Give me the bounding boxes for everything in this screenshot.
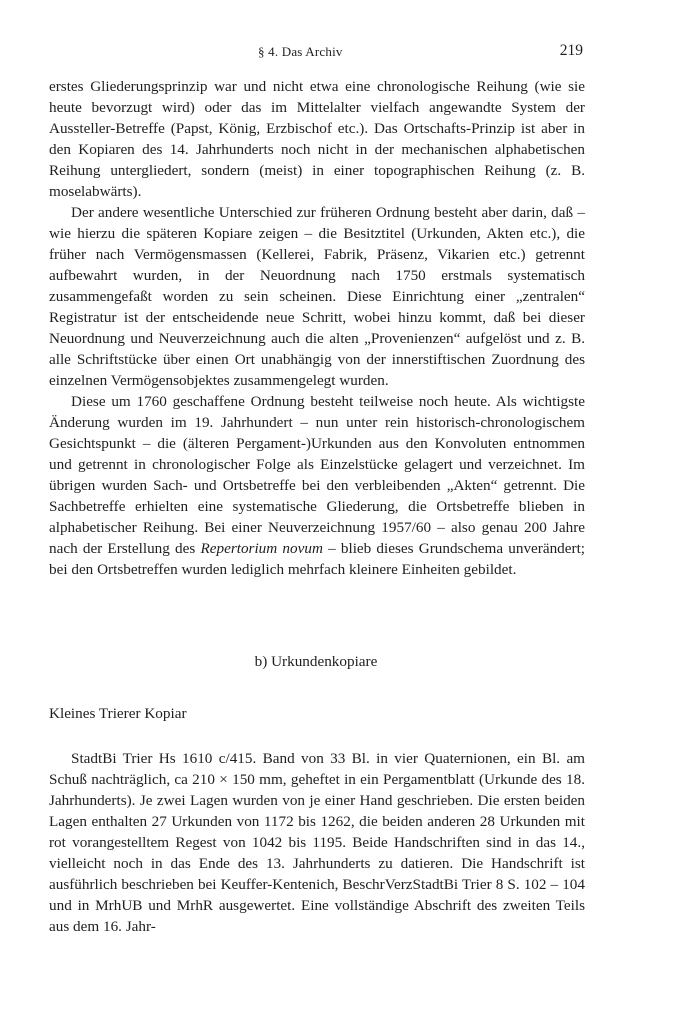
paragraph-3-text: Diese um 1760 geschaffene Ordnung besteht teilweise noch heute. Als wichtigste Änderung wurden im 19. Jahrhundert – nun unter rein historisch-chronologischem Gesichtspunkt – die (älteren Pergament-)Urkunden aus den Konvoluten entnommen und getrennt in chronologischer Folge als Einzelstücke gelagert und verzeichnet. Im übrigen wurden Sach- und Ortsbetreffe bei den verbleibenden „Akten“ getrennt. Die Sachbetreffe erhielten eine systematische Gliederung, die Ortsbetreffe blieben in alphabetischer Reihung. Bei einer Neuverzeichnung 1957/60 – also genau 200 Jahre nach der Erstellung des (49, 393, 585, 557)
paragraph-3-tail: – blieb dieses Grundschema unverändert; bei den Ortsbetreffen wurden lediglich mehrfach kleinere Einheiten gebildet. (49, 540, 586, 578)
document-description (49, 748, 585, 937)
paragraph-1: erstes Gliederungsprinzip war und nicht etwa eine chronologische Reihung (wie sie heute bevorzugt wird) oder das im Mittelalter vielfach angewandte System der Aussteller-Betreffe (Papst, König, Erzbischof etc.). Das Ortschafts-Prinzip ist aber in den Kopiaren des 14. Jahrhunderts noch nicht in der mechanischen alphabetischen Reihung untergliedert, sondern (meist) in einer topographischen Reihung (z. B. moselabwärts). (49, 78, 585, 200)
repertorium-title: Repertorium novum (200, 540, 323, 557)
page-number: 219 (559, 42, 583, 59)
paragraph-2: Der andere wesentliche Unterschied zur früheren Ordnung besteht aber darin, daß – wie hierzu die späteren Kopiare zeigen – die Besitztitel (Urkunden, Akten etc.), die früher nach Vermögensmassen (Kellerei, Fabrik, Präsenz, Vikarien etc.) getrennt aufbewahrt wurden, in der Neuordnung nach 1750 erstmals systematisch zusammengefaßt worden zu sein scheinen. Diese Einrichtung einer „zentralen“ Registratur ist der entscheidende neue Schritt, wobei hinzu kommt, daß bei dieser Neuordnung und Neuverzeichnung auch die alten „Provenienzen“ aufgelöst und z. B. alle Schriftstücke über einen Ort unabhängig von der innerstiftischen Zuordnung des einzelnen Vermögensobjektes zusammengelegt wurden. (49, 204, 585, 389)
document-paragraph: StadtBi Trier Hs 1610 c/415. Band von 33 Bl. in vier Quaternionen, ein Bl. am Schuß nachträglich, ca 210 × 150 mm, geheftet in ein Pergamentblatt (Urkunde des 18. Jahrhunderts). Je zwei Lagen wurden von je einer Hand geschrieben. Die ersten beiden Lagen enthalten 27 Urkunden von 1172 bis 1262, die beiden anderen 28 Urkunden mit rot vorangestelltem Regest von 1042 bis 1195. Beide Handschriften sind in das 14., vielleicht noch in das Ende des 13. Jahrhunderts zu datieren. Die Handschrift ist ausführlich beschrieben bei Keuffer-Kentenich, BeschrVerzStadtBi Trier 8 S. 102 – 104 und in MrhUB und MrhR ausgewertet. Eine vollständige Abschrift des zweiten Teils aus dem 16. Jahr- (49, 750, 585, 935)
main-text (49, 76, 585, 580)
running-title: § 4. Das Archiv (258, 44, 343, 59)
document-title: Kleines Trierer Kopiar (49, 705, 187, 722)
paragraph-3 (49, 391, 585, 580)
section-heading: b) Urkundenkopiare (254, 653, 378, 670)
